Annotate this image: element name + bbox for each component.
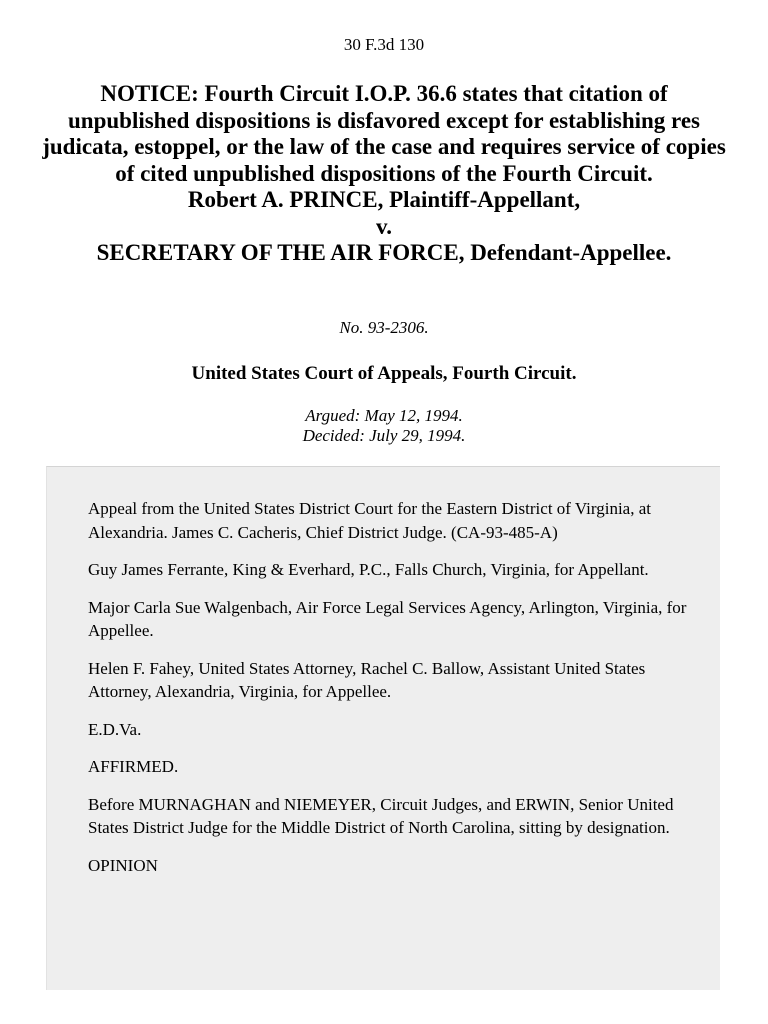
versus-line: v. [376,213,392,239]
district-paragraph: E.D.Va. [88,719,142,739]
us-attorney-paragraph: Helen F. Fahey, United States Attorney, Rachel C. Ballow, Assistant United States Attorney, Alexandria, Virginia, for Appellee. [88,658,646,701]
case-summary-content [88,497,688,891]
case-summary-box [46,466,720,990]
case-dates [0,406,768,446]
notice-text: NOTICE: Fourth Circuit I.O.P. 36.6 states that citation of unpublished dispositions is disfavored except for establishing res judicata, estoppel, or the law of the case and requires service of copies of cited unpublished dispositions of the Fourth Circuit. [42,81,726,186]
opinion-heading: OPINION [88,855,158,875]
appellee-counsel-paragraph: Major Carla Sue Walgenbach, Air Force Legal Services Agency, Arlington, Virginia, for Appellee. [88,597,687,640]
panel-paragraph: Before MURNAGHAN and NIEMEYER, Circuit Judges, and ERWIN, Senior United States District Judge for the Middle District of North Carolina, sitting by designation. [88,794,674,837]
defendant-line: SECRETARY OF THE AIR FORCE, Defendant-Appellee. [96,240,672,265]
plaintiff-line: Robert A. PRINCE, Plaintiff-Appellant, [187,187,581,212]
appeal-origin-paragraph: Appeal from the United States District Court for the Eastern District of Virginia, at Alexandria. James C. Cacheris, Chief District Judge. (CA-93-485-A) [88,499,652,542]
appellant-counsel-paragraph: Guy James Ferrante, King & Everhard, P.C., Falls Church, Virginia, for Appellant. [88,560,649,579]
disposition-paragraph: AFFIRMED. [88,757,179,776]
reporter-citation: 30 F.3d 130 [343,35,425,54]
case-caption [40,81,728,267]
argued-date: Argued: May 12, 1994. [305,406,463,425]
docket-number: No. 93-2306. [339,318,429,337]
court-name: United States Court of Appeals, Fourth Circuit. [191,363,577,384]
decided-date: Decided: July 29, 1994. [302,426,466,445]
